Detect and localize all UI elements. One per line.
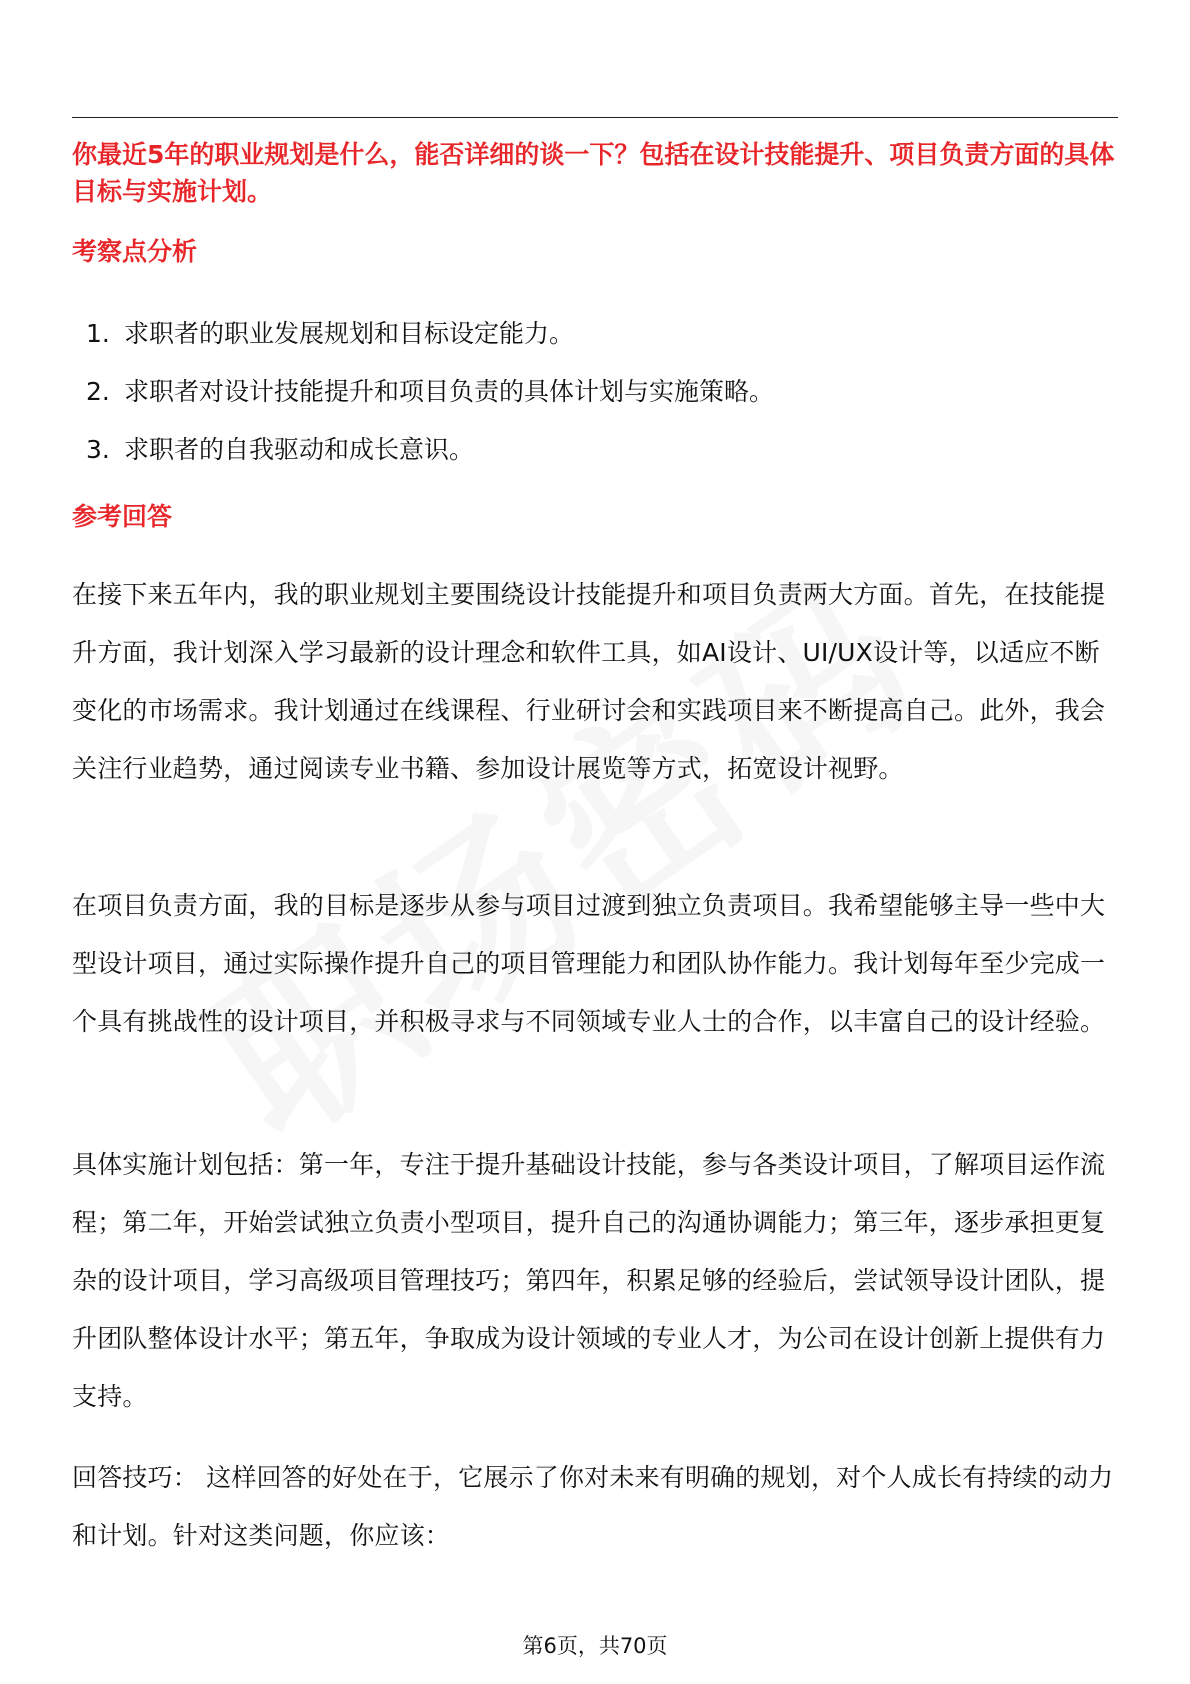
answer-heading: 参考回答 — [72, 502, 173, 531]
list-item-text: 求职者的职业发展规划和目标设定能力。 — [124, 319, 575, 348]
answer-paragraph: 在接下来五年内，我的职业规划主要围绕设计技能提升和项目负责两大方面。首先，在技能提升方面，我计划深入学习最新的设计理念和软件工具，如AI设计、UI/UX设计等，以适应不断变化的市场需求。我计划通过在线课程、行业研讨会和实践项目来不断提高自己。此外，我会关注行业趋势，通过阅读专业书籍、参加设计展览等方式，拓宽设计视野。 — [72, 580, 1106, 783]
tips-paragraph: 回答技巧： 这样回答的好处在于，它展示了你对未来有明确的规划，对个人成长有持续的动力和计划。针对这类问题，你应该： — [72, 1463, 1114, 1550]
list-item-text: 求职者对设计技能提升和项目负责的具体计划与实施策略。 — [124, 377, 775, 406]
list-item — [72, 363, 1112, 421]
top-divider — [72, 117, 1118, 118]
answer-paragraph: 在项目负责方面，我的目标是逐步从参与项目过渡到独立负责项目。我希望能够主导一些中大型设计项目，通过实际操作提升自己的项目管理能力和团队协作能力。我计划每年至少完成一个具有挑战性的设计项目，并积极寻求与不同领域专业人士的合作，以丰富自己的设计经验。 — [72, 891, 1106, 1036]
list-item — [72, 421, 1112, 479]
list-item-text: 求职者的自我驱动和成长意识。 — [124, 435, 475, 464]
list-item-number: 3. — [86, 435, 110, 464]
analysis-list — [72, 305, 1112, 479]
answer-paragraph: 具体实施计划包括：第一年，专注于提升基础设计技能，参与各类设计项目，了解项目运作流程；第二年，开始尝试独立负责小型项目，提升自己的沟通协调能力；第三年，逐步承担更复杂的设计项目，学习高级项目管理技巧；第四年，积累足够的经验后，尝试领导设计团队，提升团队整体设计水平；第五年，争取成为设计领域的专业人才，为公司在设计创新上提供有力支持。 — [72, 1150, 1106, 1411]
analysis-heading: 考察点分析 — [72, 237, 198, 266]
question-title: 你最近5年的职业规划是什么，能否详细的谈一下？包括在设计技能提升、项目负责方面的具体目标与实施计划。 — [72, 140, 1115, 206]
list-item-number: 2. — [86, 377, 110, 406]
list-item — [72, 305, 1112, 363]
page-number: 第6页，共70页 — [522, 1634, 668, 1658]
list-item-number: 1. — [86, 319, 110, 348]
